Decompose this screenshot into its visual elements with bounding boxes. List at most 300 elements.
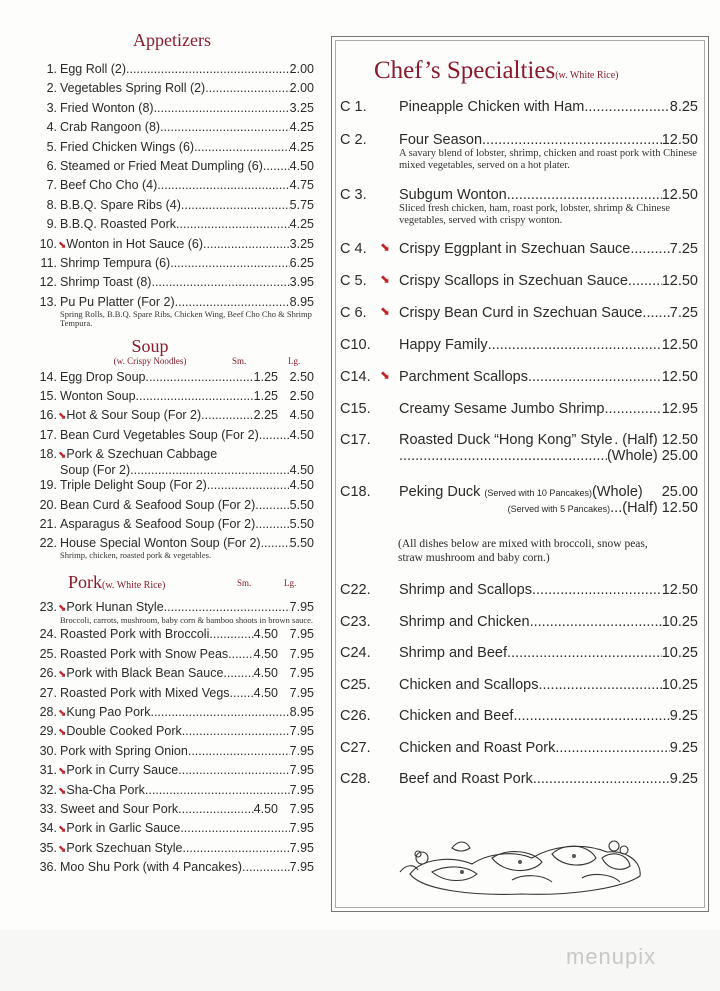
item-code: C 2.	[340, 132, 367, 148]
item-number: 28.	[39, 704, 57, 719]
item-name: Bean Curd Vegetables Soup (For 2)	[60, 427, 259, 442]
item-name: Bean Curd & Seafood Soup (For 2)	[60, 497, 256, 512]
item-price: 4.50	[289, 463, 314, 478]
item-number: 24.	[39, 627, 57, 642]
specialty-item	[340, 771, 698, 787]
pork-subtitle: (w. White Rice)	[102, 580, 166, 592]
item-name: Moo Shu Pork (with 4 Pancakes)	[60, 860, 243, 875]
item-number: 18.	[39, 447, 57, 462]
item-name: Asparagus & Seafood Soup (For 2)	[60, 517, 256, 532]
item-body	[60, 802, 314, 817]
item-name: Crab Rangoon (8)	[60, 120, 161, 135]
item-price-large: 4.50	[289, 408, 314, 423]
item-body	[60, 821, 314, 837]
item-code: C 5.	[340, 273, 367, 289]
item-body	[399, 132, 698, 172]
menu-item	[30, 498, 314, 517]
item-price-large: 7.95	[289, 685, 314, 700]
item-line	[60, 447, 314, 463]
item-number: 20.	[39, 497, 57, 512]
item-price: 4.25	[289, 217, 314, 232]
item-price-small: 1.25	[253, 389, 278, 404]
item-body	[60, 198, 314, 213]
item-body	[60, 370, 314, 385]
item-price: 4.75	[289, 178, 314, 193]
item-code: C10.	[340, 337, 371, 353]
item-number: 19.	[39, 478, 57, 493]
item-body	[399, 708, 698, 724]
half-price: 12.50	[661, 432, 698, 448]
item-name: Roasted Duck “Hong Kong” Style	[399, 432, 613, 448]
item-line	[60, 627, 314, 642]
item-description: Sliced fresh chicken, ham, roast pork, lobster, shrimp & Chinese vegetables, served with crispy wonton.	[399, 203, 671, 226]
item-line	[60, 666, 314, 682]
dot-leader	[242, 860, 290, 875]
menu-item	[30, 783, 314, 802]
appetizers-header	[30, 30, 314, 62]
item-body	[60, 408, 314, 424]
item-line	[399, 740, 698, 756]
menu-item	[30, 237, 314, 256]
item-number: 15.	[39, 389, 57, 404]
item-number: 36.	[39, 860, 57, 875]
item-price: 7.95	[289, 840, 314, 855]
item-body	[60, 256, 314, 271]
item-price: 6.25	[289, 255, 314, 270]
item-name: Crispy Eggplant in Szechuan Sauce	[399, 241, 631, 257]
item-number: 7.	[46, 178, 57, 193]
item-name: Parchment Scallops	[399, 369, 528, 385]
item-number: 6.	[46, 158, 57, 173]
item-name: Sha-Cha Pork	[66, 782, 145, 797]
item-name: Kung Pao Pork	[66, 704, 151, 719]
dot-leader	[584, 99, 669, 115]
item-price: 4.50	[289, 158, 314, 173]
item-price: 10.25	[661, 677, 698, 693]
item-name: Chicken and Roast Pork	[399, 740, 556, 756]
item-code: C17.	[340, 432, 371, 448]
hot-pepper-icon: ⬊	[380, 240, 391, 254]
hot-pepper-icon: ⬊	[58, 727, 67, 739]
item-body	[399, 614, 698, 630]
item-body	[60, 517, 314, 532]
item-name: Pork & Szechuan Cabbage	[66, 447, 218, 462]
item-body	[399, 369, 698, 385]
item-price-large: 7.95	[289, 646, 314, 661]
item-price-small: 4.50	[253, 646, 278, 661]
item-number: 27.	[39, 685, 57, 700]
item-line	[60, 81, 314, 96]
specialty-item	[340, 187, 698, 227]
dot-leader	[507, 187, 662, 203]
item-line-2	[399, 448, 698, 464]
item-number: 34.	[39, 821, 57, 836]
item-body	[399, 337, 698, 353]
item-body	[60, 81, 314, 96]
item-price: 9.25	[669, 708, 698, 724]
dot-leader	[530, 614, 662, 630]
dot-leader	[170, 256, 289, 271]
item-line	[399, 187, 698, 203]
item-line	[60, 517, 314, 532]
dot-leader	[160, 120, 290, 135]
specialty-item	[340, 273, 698, 289]
item-body	[60, 447, 314, 478]
item-body	[60, 217, 314, 232]
item-price-small: 1.25	[253, 369, 278, 384]
pancake-note: (Served with 5 Pancakes)	[507, 504, 611, 514]
item-body	[399, 273, 698, 289]
hot-pepper-icon: ⬊	[58, 603, 67, 615]
menu-item	[30, 140, 314, 159]
item-body	[60, 647, 314, 662]
item-price-small: 2.25	[253, 408, 278, 423]
item-price: 4.50	[289, 427, 314, 442]
item-code: C15.	[340, 401, 371, 417]
dot-leader	[233, 686, 254, 701]
item-price: 12.50	[661, 132, 698, 148]
item-line	[399, 614, 698, 630]
hot-pepper-icon: ⬊	[380, 368, 391, 382]
item-price-large: 2.50	[289, 389, 314, 404]
item-body	[60, 666, 314, 682]
item-body	[60, 536, 314, 562]
dot-leader	[209, 627, 253, 642]
item-code: C28.	[340, 771, 371, 787]
item-line	[399, 273, 698, 289]
pork-title	[68, 572, 165, 596]
appetizers-list	[30, 62, 314, 330]
dot-leader	[228, 647, 254, 662]
hot-pepper-icon: ⬊	[58, 450, 67, 462]
chef-subtitle: (w. White Rice)	[555, 70, 619, 81]
item-price-large: 7.95	[289, 801, 314, 816]
item-line	[60, 237, 314, 253]
item-name: Pineapple Chicken with Ham	[399, 99, 585, 115]
menu-item	[30, 841, 314, 860]
soup-large-label: Lg.	[288, 355, 301, 366]
hot-pepper-icon: ⬊	[58, 239, 67, 251]
pork-large-label: Lg.	[284, 578, 297, 589]
item-line	[60, 821, 314, 837]
whole-label: (Whole)	[606, 448, 658, 464]
item-code: C14.	[340, 369, 371, 385]
item-name: Shrimp and Chicken	[399, 614, 530, 630]
item-body	[60, 783, 314, 799]
item-line	[60, 498, 314, 513]
item-name: B.B.Q. Roasted Pork	[60, 217, 177, 232]
item-body	[60, 140, 314, 155]
item-code: C 3.	[340, 187, 367, 203]
whole-price: 25.00	[661, 484, 698, 500]
item-line	[60, 478, 314, 493]
item-name: Wonton in Hot Sauce (6)	[66, 236, 204, 251]
item-name: Pork Szechuan Style	[66, 840, 183, 855]
menu-item	[30, 159, 314, 178]
soup-title: Soup	[131, 335, 169, 356]
menu-item	[30, 370, 314, 389]
item-body	[60, 705, 314, 721]
menu-item	[30, 295, 314, 330]
item-line	[60, 600, 314, 616]
specialty-item	[340, 132, 698, 172]
menu-item	[30, 275, 314, 294]
item-price: 9.25	[669, 740, 698, 756]
menu-item	[30, 705, 314, 724]
item-description: Shrimp, chicken, roasted pork & vegetables.	[60, 550, 212, 561]
item-line	[399, 99, 698, 115]
item-name: Four Season	[399, 132, 483, 148]
item-line	[60, 389, 314, 404]
dot-leader	[203, 237, 290, 252]
item-number: 32.	[39, 782, 57, 797]
item-price: 7.25	[669, 305, 698, 321]
hot-pepper-icon: ⬊	[58, 843, 67, 855]
item-body	[60, 627, 314, 642]
item-number: 2.	[46, 81, 57, 96]
dot-leader	[188, 744, 290, 759]
item-price: 8.95	[289, 704, 314, 719]
item-line	[60, 802, 314, 817]
menu-item	[30, 724, 314, 743]
item-body	[399, 187, 698, 227]
item-code: C26.	[340, 708, 371, 724]
item-name: Roasted Pork with Snow Peas	[60, 646, 229, 661]
menu-item	[30, 647, 314, 666]
dot-leader	[151, 275, 289, 290]
item-code: C23.	[340, 614, 371, 630]
hot-pepper-icon: ⬊	[58, 669, 67, 681]
item-number: 29.	[39, 724, 57, 739]
item-line	[60, 686, 314, 701]
item-number: 26.	[39, 666, 57, 681]
item-body	[60, 428, 314, 443]
hot-pepper-icon: ⬊	[58, 785, 67, 797]
dot-leader	[136, 389, 254, 404]
pork-small-label: Sm.	[237, 578, 252, 589]
specialty-item	[340, 484, 698, 516]
item-name: Beef Cho Cho (4)	[60, 178, 158, 193]
item-name: Hot & Sour Soup (For 2)	[66, 408, 202, 423]
pork-header	[30, 572, 314, 600]
hot-pepper-icon: ⬊	[380, 272, 391, 286]
item-price: 9.25	[669, 771, 698, 787]
item-body	[399, 484, 698, 516]
dot-leader	[528, 369, 662, 385]
item-line-2	[399, 500, 698, 516]
item-line	[399, 369, 698, 385]
item-name: Pork with Black Bean Sauce	[66, 666, 224, 681]
specialty-item	[340, 337, 698, 353]
dot-leader	[259, 428, 290, 443]
dot-leader	[513, 708, 669, 724]
item-number: 8.	[46, 197, 57, 212]
dot-leader	[482, 132, 662, 148]
menu-item	[30, 517, 314, 536]
item-price: 2.00	[289, 81, 314, 96]
mixed-dishes-note: (All dishes below are mixed with broccoli, snow peas, straw mushroom and baby corn.)	[398, 538, 648, 564]
dot-leader	[130, 463, 289, 478]
item-body	[60, 498, 314, 513]
item-number: 14.	[39, 369, 57, 384]
dot-leader	[150, 705, 289, 720]
item-line	[60, 408, 314, 424]
item-number: 12.	[39, 275, 57, 290]
item-body	[60, 178, 314, 193]
item-price: 4.25	[289, 120, 314, 135]
item-name: Fried Chicken Wings (6)	[60, 139, 195, 154]
item-line	[399, 484, 698, 500]
specialty-item	[340, 708, 698, 724]
item-line	[60, 841, 314, 857]
item-body	[399, 99, 698, 115]
item-number: 5.	[46, 139, 57, 154]
specialty-item	[340, 432, 698, 464]
item-line	[399, 337, 698, 353]
menu-item	[30, 81, 314, 100]
item-line	[60, 159, 314, 174]
dot-leader	[255, 517, 289, 532]
item-name: Pork in Garlic Sauce	[66, 821, 181, 836]
dot-leader	[145, 783, 290, 798]
item-line	[60, 198, 314, 213]
item-line	[60, 763, 314, 779]
menu-item	[30, 627, 314, 646]
dot-leader	[126, 62, 290, 77]
menu-item	[30, 120, 314, 139]
item-name: Happy Family	[399, 337, 488, 353]
menu-item	[30, 389, 314, 408]
item-line	[399, 677, 698, 693]
item-name: Egg Roll (2)	[60, 62, 126, 76]
dot-leader	[201, 408, 253, 423]
dot-leader	[175, 295, 290, 310]
item-line	[399, 771, 698, 787]
item-name: Double Cooked Pork	[66, 724, 182, 739]
item-price: 7.95	[289, 743, 314, 758]
item-line	[60, 783, 314, 799]
item-name: Shrimp and Scallops	[399, 582, 532, 598]
item-body	[60, 275, 314, 290]
item-line	[399, 708, 698, 724]
menu-item	[30, 256, 314, 275]
item-price: 5.75	[289, 197, 314, 212]
dot-leader	[178, 802, 254, 817]
specialty-item	[340, 677, 698, 693]
item-price-large: 7.95	[289, 627, 314, 642]
hot-pepper-icon: ⬊	[380, 304, 391, 318]
menu-item	[30, 821, 314, 840]
dot-leader	[223, 666, 253, 681]
item-name: Pork Hunan Style	[66, 600, 164, 615]
dot-leader	[164, 600, 290, 615]
item-code: C 1.	[340, 99, 367, 115]
item-body	[60, 478, 314, 493]
item-number: 22.	[39, 536, 57, 551]
item-number: 3.	[46, 100, 57, 115]
item-line	[399, 645, 698, 661]
item-price: 3.95	[289, 275, 314, 290]
hot-pepper-icon: ⬊	[58, 766, 67, 778]
dot-leader	[176, 217, 290, 232]
item-body	[60, 295, 314, 330]
item-price: 12.50	[661, 187, 698, 203]
menu-item	[30, 536, 314, 562]
item-price: 4.25	[289, 139, 314, 154]
item-line	[399, 582, 698, 598]
specialty-item	[340, 241, 698, 257]
dot-leader	[261, 536, 290, 551]
specialty-item	[340, 99, 698, 115]
hot-pepper-icon: ⬊	[58, 707, 67, 719]
item-price: 8.25	[669, 99, 698, 115]
half-label: (Half)	[622, 500, 658, 516]
item-line	[60, 428, 314, 443]
dot-leader	[399, 448, 607, 464]
item-name: Roasted Pork with Mixed Vegs.	[60, 685, 233, 700]
item-number: 25.	[39, 646, 57, 661]
item-code: C27.	[340, 740, 371, 756]
item-number: 30.	[39, 743, 57, 758]
item-price: 10.25	[661, 614, 698, 630]
item-line	[60, 705, 314, 721]
item-line	[60, 370, 314, 385]
item-number: 11.	[40, 255, 57, 270]
item-body	[60, 841, 314, 857]
item-number: 13.	[39, 294, 57, 309]
hot-pepper-icon: ⬊	[58, 824, 67, 836]
item-name: Roasted Pork with Broccoli	[60, 627, 210, 642]
item-price: 8.95	[289, 294, 314, 309]
pork-title-text: Pork	[68, 572, 103, 593]
item-price: 10.25	[661, 645, 698, 661]
item-body	[60, 763, 314, 779]
menu-item	[30, 744, 314, 763]
item-name: Shrimp and Beef	[399, 645, 508, 661]
item-price: 7.95	[289, 763, 314, 778]
menu-item	[30, 217, 314, 236]
item-body	[60, 724, 314, 740]
menu-item	[30, 447, 314, 478]
item-body	[60, 101, 314, 116]
item-name: Pork in Curry Sauce	[66, 763, 179, 778]
menu-item	[30, 478, 314, 497]
item-price: 3.25	[289, 236, 314, 251]
item-name: Egg Drop Soup	[60, 369, 146, 384]
item-price: 2.00	[289, 62, 314, 76]
chef-title-text: Chef’s Specialties	[374, 57, 556, 84]
item-price-large: 2.50	[289, 369, 314, 384]
item-price-small: 4.50	[253, 801, 278, 816]
item-price: 3.25	[289, 100, 314, 115]
half-label: . (Half)	[614, 432, 658, 448]
half-price: 12.50	[661, 500, 698, 516]
item-price: 7.25	[669, 241, 698, 257]
item-price: 12.50	[661, 582, 698, 598]
dot-leader	[157, 178, 289, 193]
dot-leader	[628, 273, 662, 289]
item-line	[60, 295, 314, 310]
dot-leader	[255, 498, 289, 513]
item-price: 7.95	[289, 821, 314, 836]
menu-item	[30, 860, 314, 879]
dot-leader	[488, 337, 662, 353]
item-name: Subgum Wonton	[399, 187, 507, 203]
item-line	[399, 241, 698, 257]
item-line	[60, 120, 314, 135]
item-name: Peking Duck	[399, 484, 481, 500]
dot-leader: ...	[610, 500, 623, 516]
